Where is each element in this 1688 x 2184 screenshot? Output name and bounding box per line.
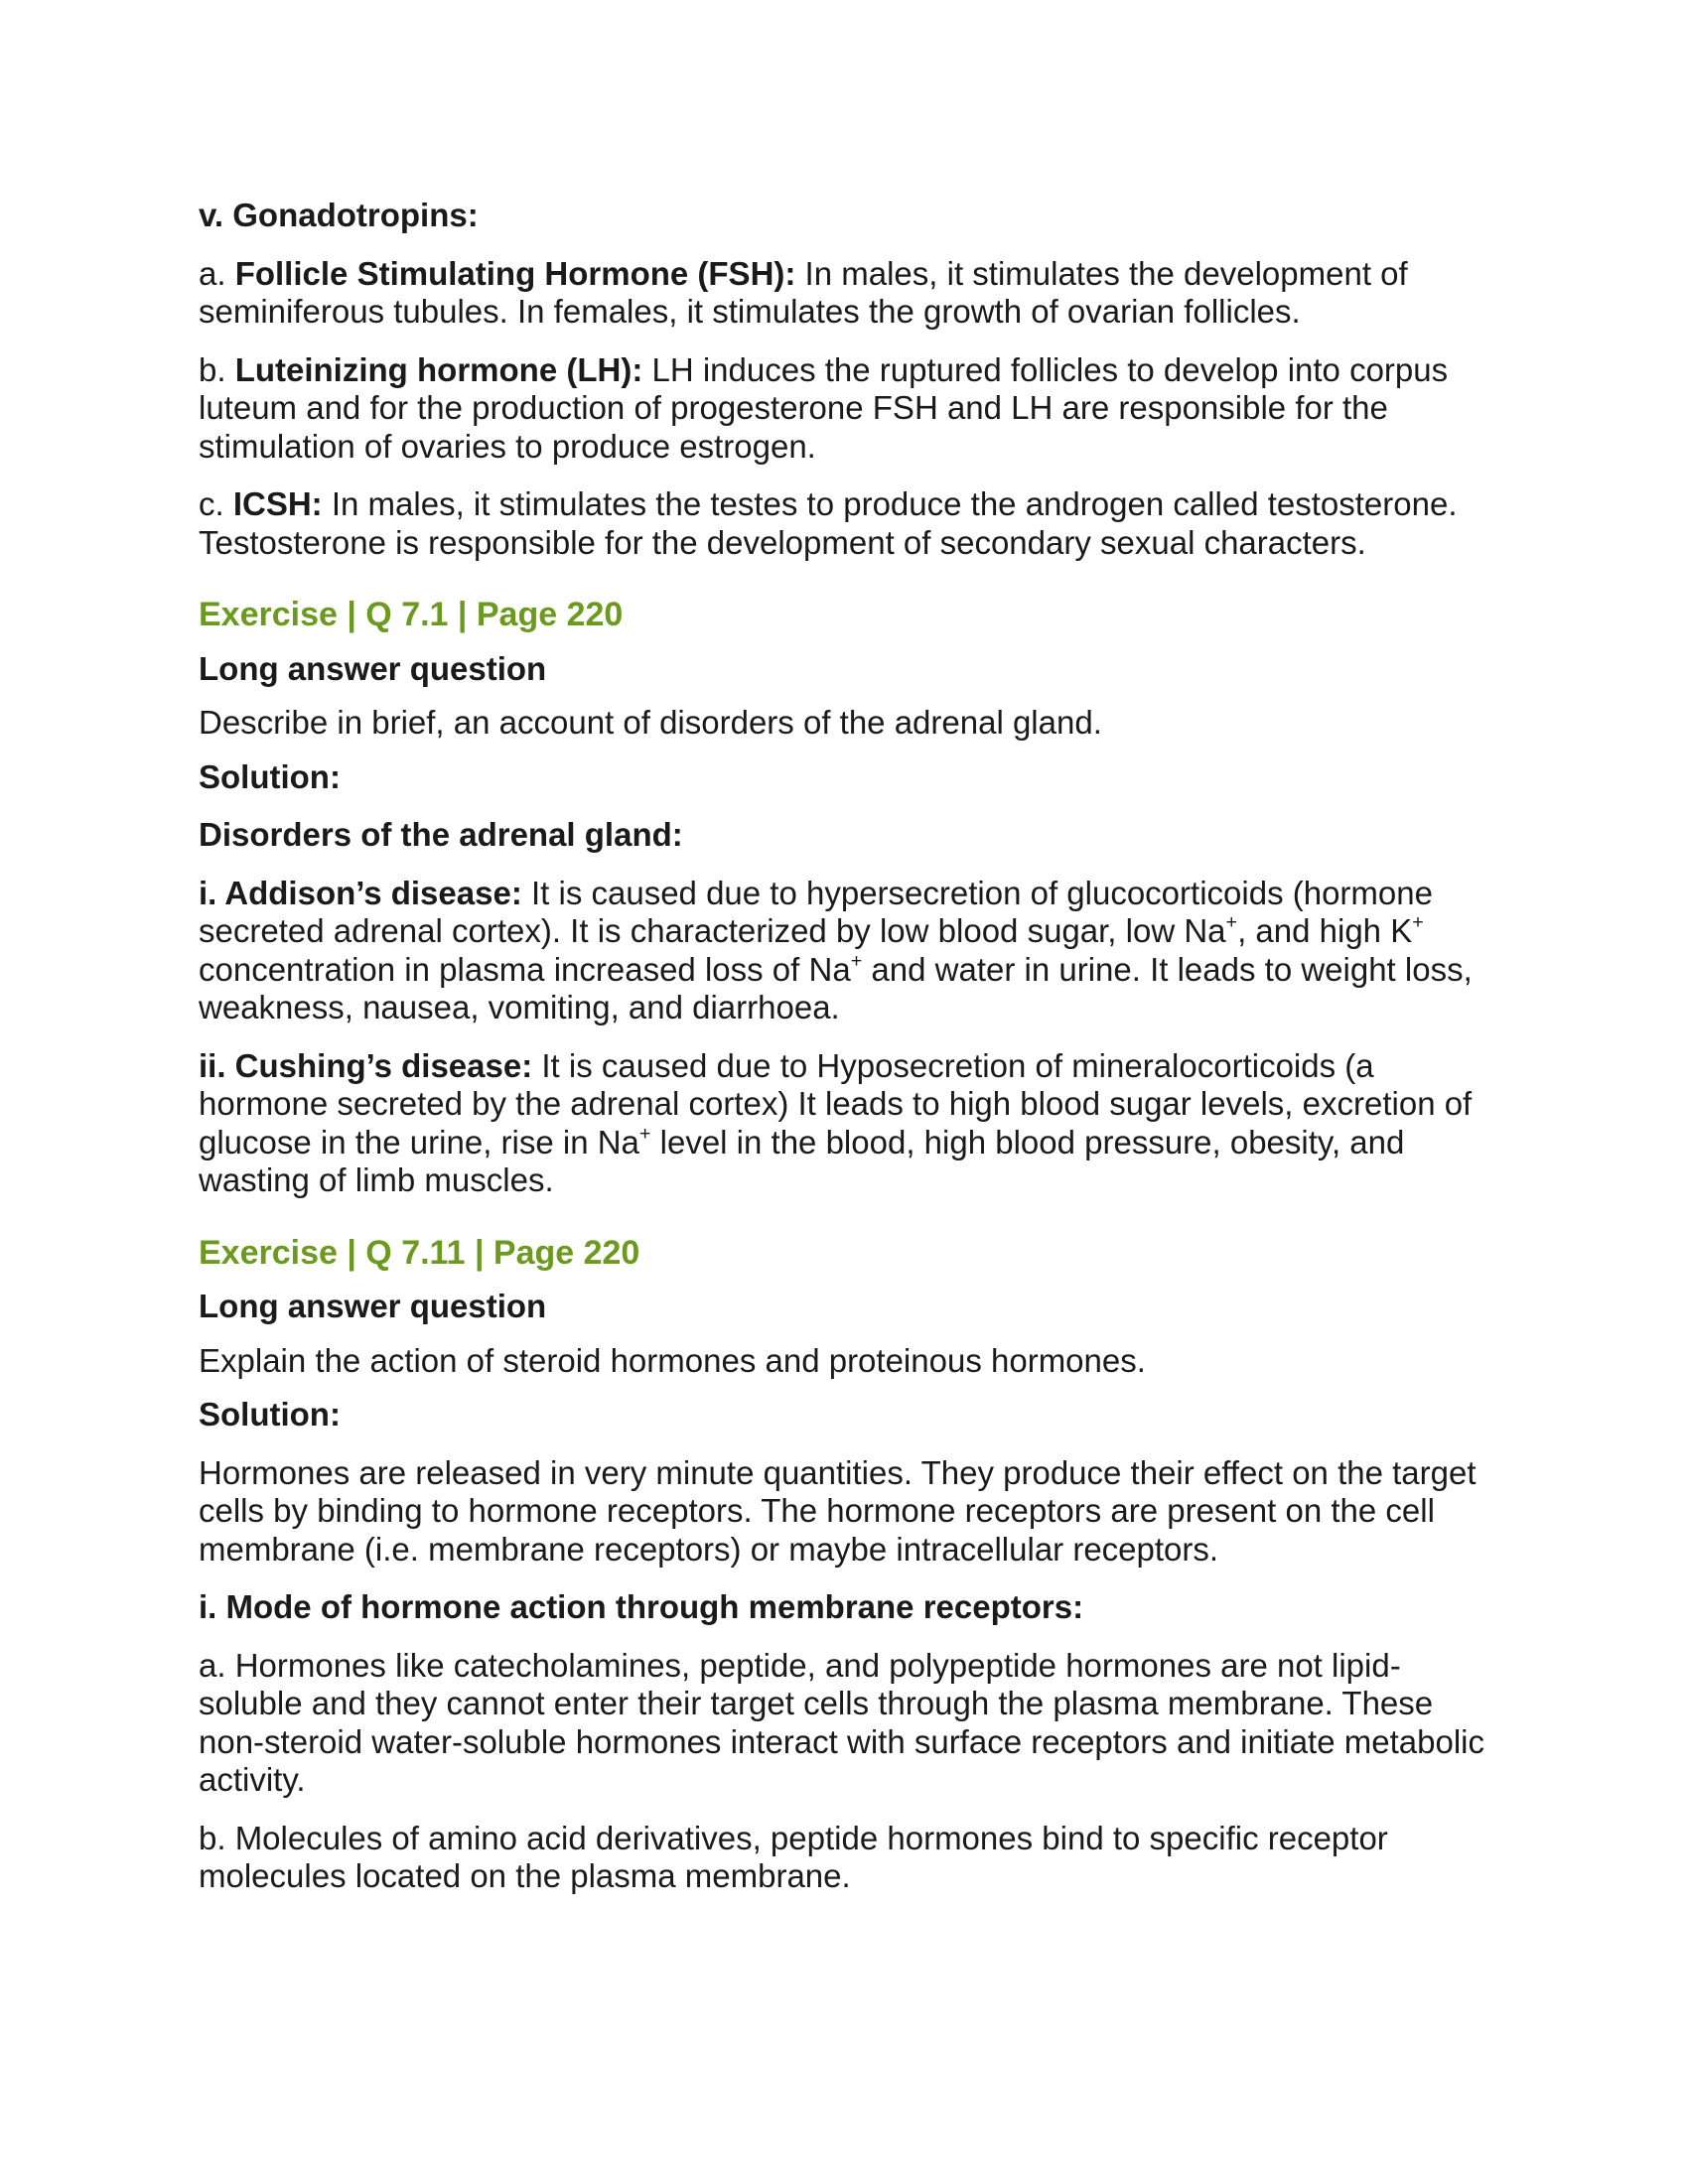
subheading-adrenal-disorders: Disorders of the adrenal gland:	[199, 816, 683, 853]
superscript-plus: +	[638, 1122, 651, 1145]
question-text: Explain the action of steroid hormones and proteinous hormones.	[199, 1341, 1146, 1379]
paragraph-text: LH induces the ruptured follicles to develop into corpus luteum and for the production of progesterone FSH and LH are responsible for the stimulation of ovaries to produce estrogen.	[199, 350, 1449, 465]
list-marker: a.	[199, 254, 235, 292]
paragraph-fsh	[199, 255, 1499, 332]
paragraph-cushings	[199, 1047, 1499, 1200]
subheading-membrane-receptors: i. Mode of hormone action through membrane receptors:	[199, 1588, 1084, 1625]
question-type: Long answer question	[199, 1288, 547, 1324]
paragraph-text: In males, it stimulates the testes to produce the androgen called testosterone. Testosterone is responsible for the development of secondary sexual characters.	[199, 485, 1458, 561]
term-icsh: ICSH:	[232, 485, 323, 522]
paragraph-text: level in the blood, high blood pressure, obesity, and wasting of limb muscles.	[199, 1123, 1405, 1198]
paragraph-text: In males, it stimulates the development of seminiferous tubules. In females, it stimulates the growth of ovarian follicles.	[199, 254, 1408, 330]
paragraph-text: It is caused due to Hyposecretion of mineralocorticoids (a hormone secreted by the adrenal cortex) It leads to high blood sugar levels, excretion of glucose in the urine, rise in Na	[199, 1046, 1473, 1160]
term-addisons: i. Addison’s disease:	[199, 874, 522, 911]
paragraph-hormone-intro: Hormones are released in very minute quantities. They produce their effect on the target cells by binding to hormone receptors. The hormone receptors are present on the cell membrane (i.e. membrane receptors) or maybe intracellular receptors.	[199, 1453, 1477, 1568]
solution-label: Solution:	[199, 757, 341, 795]
term-cushings: ii. Cushing’s disease:	[199, 1046, 533, 1084]
exercise-heading-q7-11: Exercise | Q 7.11 | Page 220	[199, 1233, 640, 1272]
paragraph-text: concentration in plasma increased loss of Na	[199, 950, 851, 988]
paragraph-icsh	[199, 485, 1499, 562]
solution-label: Solution:	[199, 1396, 341, 1433]
superscript-plus: +	[1412, 911, 1424, 934]
paragraph-membrane-b: b. Molecules of amino acid derivatives, peptide hormones bind to specific receptor molecules located on the plasma membrane.	[199, 1819, 1388, 1894]
paragraph-membrane-a: a. Hormones like catecholamines, peptide, and polypeptide hormones are not lipid-soluble and they cannot enter their target cells through the plasma membrane. These non-steroid water-soluble hormones interact with surface receptors and initiate metabolic activity.	[199, 1646, 1484, 1798]
paragraph-lh	[199, 351, 1499, 467]
document-page	[199, 197, 1499, 1896]
question-type: Long answer question	[199, 649, 547, 687]
paragraph-text: It is caused due to hypersecretion of glucocorticoids (hormone secreted adrenal cortex). It is characterized by low blood sugar, low Na	[199, 874, 1433, 949]
paragraph-addisons	[199, 875, 1499, 1027]
exercise-heading-q7-1: Exercise | Q 7.1 | Page 220	[199, 596, 624, 633]
paragraph-text: and water in urine. It leads to weight loss, weakness, nausea, vomiting, and diarrhoea.	[199, 950, 1473, 1025]
superscript-plus: +	[850, 949, 863, 972]
section-heading-gonadotropins: v. Gonadotropins:	[199, 197, 479, 233]
superscript-plus: +	[1225, 911, 1238, 934]
term-lh: Luteinizing hormone (LH):	[234, 350, 643, 388]
list-marker: c.	[199, 485, 233, 522]
paragraph-text: , and high K	[1237, 912, 1413, 949]
question-text: Describe in brief, an account of disorders of the adrenal gland.	[199, 704, 1102, 741]
list-marker: b.	[199, 350, 235, 388]
term-fsh: Follicle Stimulating Hormone (FSH):	[234, 254, 796, 292]
